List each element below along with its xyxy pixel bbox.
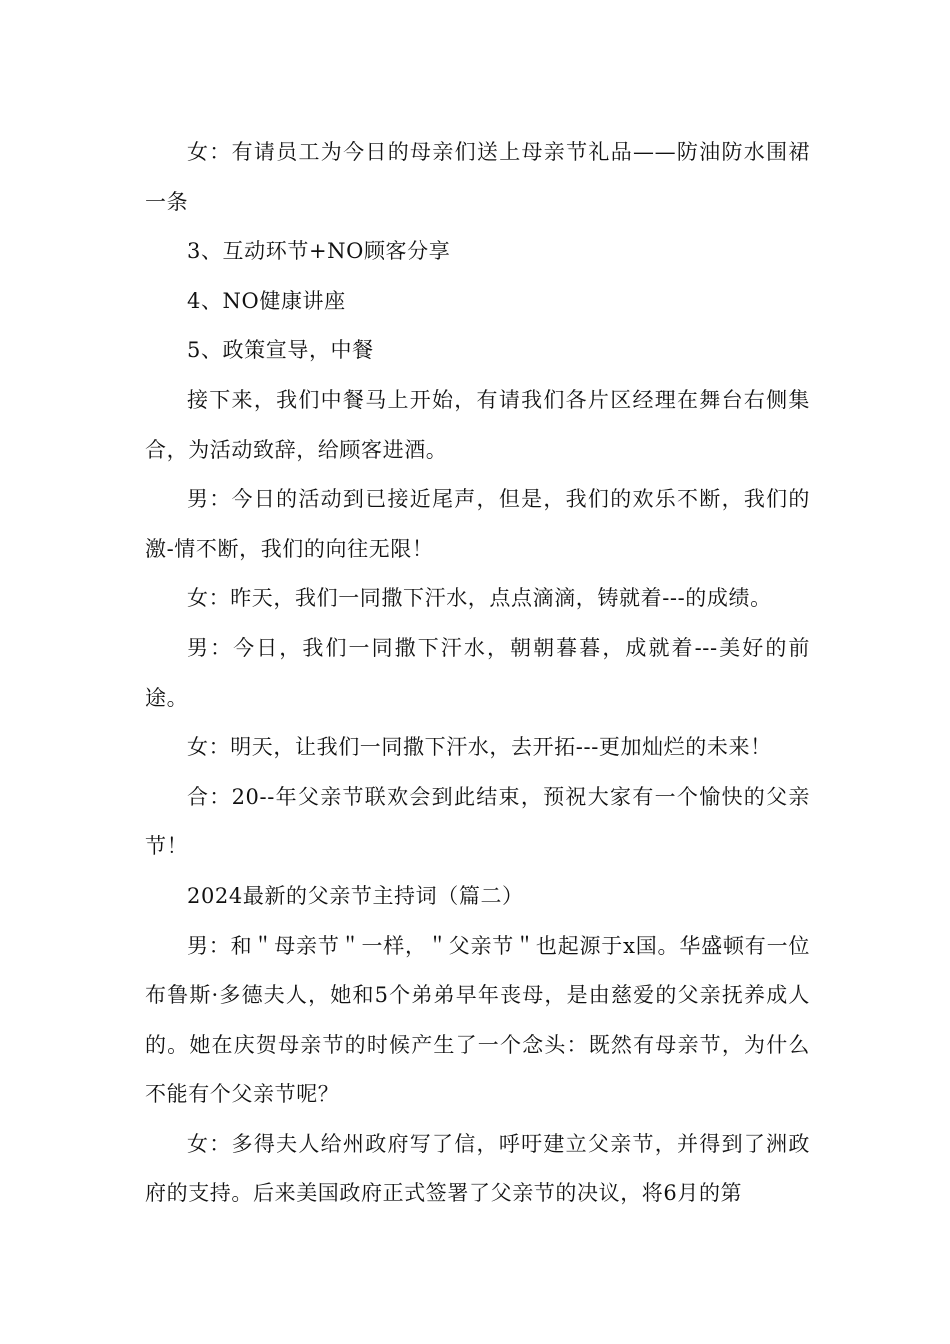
paragraph-host-male-today: 男：今日，我们一同撒下汗水，朝朝暮暮，成就着---美好的前途。: [145, 635, 810, 710]
paragraph-host-female-gift: 女：有请员工为今日的母亲们送上母亲节礼品——防油防水围裙一条: [145, 140, 810, 214]
paragraph-host-female-yesterday: 女：昨天，我们一同撒下汗水，点点滴滴，铸就着---的成绩。: [187, 586, 772, 611]
paragraph-lunch-start: 接下来，我们中餐马上开始，有请我们各片区经理在舞台右侧集合，为活动致辞，给顾客进酒。: [145, 387, 810, 462]
paragraph-item-4-health-talk: 4、NO健康讲座: [187, 288, 346, 313]
section-heading-part-two: 2024最新的父亲节主持词（篇二）: [187, 883, 524, 908]
paragraph-item-3-interaction: 3、互动环节+NO顾客分享: [187, 239, 451, 264]
paragraph-host-female-tomorrow: 女：明天，让我们一同撒下汗水，去开拓---更加灿烂的未来！: [187, 735, 772, 760]
paragraph-host-female-history: 女：多得夫人给州政府写了信，呼吁建立父亲节，并得到了洲政府的支持。后来美国政府正式签署了父亲节的决议，将6月的第: [145, 1131, 810, 1206]
paragraph-host-male-closing: 男：今日的活动到已接近尾声，但是，我们的欢乐不断，我们的激-情不断，我们的向往无限！: [145, 487, 810, 561]
paragraph-host-male-origin: 男：和＂母亲节＂一样，＂父亲节＂也起源于x国。华盛顿有一位布鲁斯·多德夫人，她和5个弟弟早年丧母，是由慈爱的父亲抚养成人的。她在庆贺母亲节的时候产生了一个念头：既然有母亲节，为什么不能有个父亲节呢？: [145, 933, 810, 1107]
paragraph-together-ending: 合：20--年父亲节联欢会到此结束，预祝大家有一个愉快的父亲节！: [145, 784, 810, 859]
paragraph-item-5-policy-lunch: 5、政策宣导，中餐: [187, 338, 374, 363]
document-body: [145, 128, 810, 1219]
